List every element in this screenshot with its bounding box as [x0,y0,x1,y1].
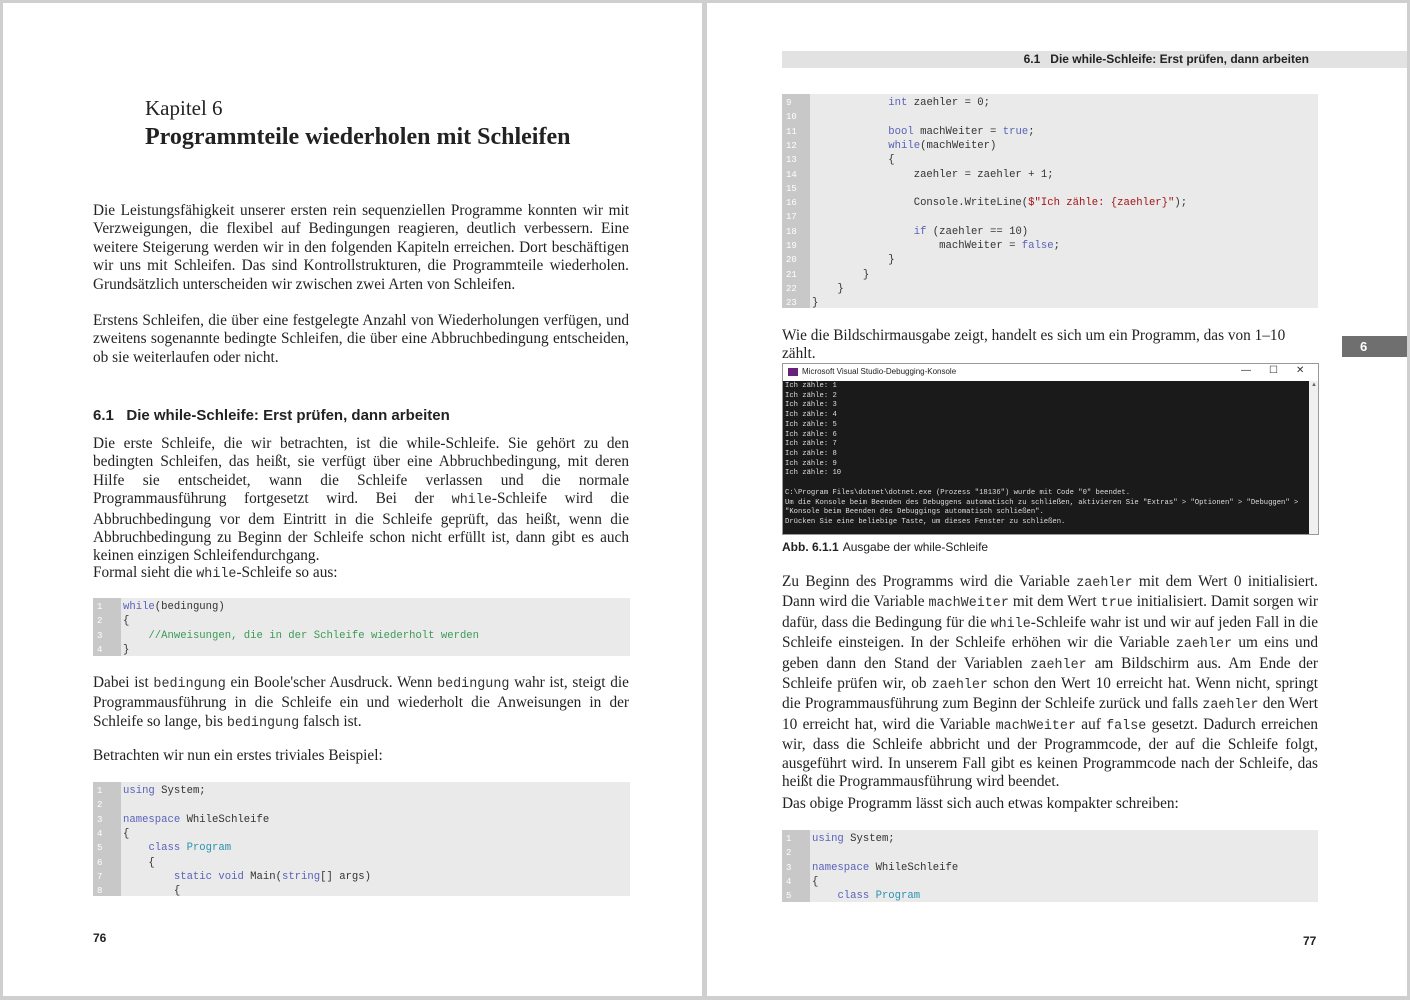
code-line [93,827,630,841]
text-run: Zu Beginn des Programms wird die Variable [782,573,1077,590]
code-text: { [812,154,895,167]
kompakter-paragraph: Das obige Programm lässt sich auch etwas kompakter schreiben: [782,795,1179,812]
inline-code: false [1106,718,1147,734]
section-heading [93,407,450,424]
explanation-paragraph [782,573,1318,791]
inline-code: while [451,493,492,509]
line-number: 3 [97,814,103,825]
code-text: class Program [148,842,232,855]
console-line: Ich zähle: 2 [785,391,837,400]
code-text: namespace WhileSchleife [812,861,959,874]
line-number: 2 [97,616,103,627]
code-line [93,600,630,614]
code-text: { [123,885,181,896]
right-page [707,3,1407,996]
line-number: 16 [786,198,797,209]
code-text: int zaehler = 0; [888,97,991,109]
left-page [3,3,702,996]
console-footer-line: Drücken Sie eine beliebige Taste, um dieses Fenster zu schließen. [785,518,1066,527]
line-number: 1 [97,602,103,612]
text-run: mit dem Wert [1008,593,1101,611]
code-text: class Program [837,890,921,902]
line-number: 3 [786,862,792,873]
code-line [93,813,630,827]
chapter-title: Programmteile wiederholen mit Schleifen [145,124,571,150]
code-text: Console.WriteLine($"Ich zähle: {zaehler}"); [812,197,1188,210]
code-line [782,196,1318,210]
line-number: 4 [786,876,792,887]
console-title: Microsoft Visual Studio-Debugging-Konsole [802,367,957,376]
line-number: 10 [786,112,797,123]
text-run: initialisiert. Damit sorgen wir dafür, dass die Bedingung für die [782,593,1319,631]
code-line [93,870,630,884]
line-number: 5 [786,891,792,902]
intro-paragraph-1: Die Leistungsfähigkeit unserer ersten rein sequenziellen Programme konnten wir mit Verzweigungen, die flexibel auf Bedingungen reagieren, deutlich verbessern. Eine weitere Steigerung werden wir in den folgenden Kapiteln erreichen. Dort beschäftigen wir uns mit Schleifen. Das sind Kontrollstrukturen, die Programmteile wiederholen. Grundsätzlich unterscheiden wir zwischen zwei Arten von Schleifen. [93,202,629,293]
visual-studio-icon [788,368,798,376]
section-number: 6.1 [93,407,114,424]
line-number: 21 [786,269,797,280]
section-title: Die while-Schleife: Erst prüfen, dann arbeiten [126,407,450,424]
chapter-label: Kapitel 6 [145,96,223,120]
text-run: auf [1076,715,1107,733]
code-text: } [812,268,870,281]
code-text: bool machWeiter = true; [888,125,1035,138]
running-header [1014,52,1309,66]
code-line [782,153,1318,167]
console-line: Ich zähle: 4 [785,411,837,420]
console-line: Ich zähle: 3 [785,401,837,410]
code-text: using System; [123,785,206,797]
code-text: //Anweisungen, die in der Schleife wiederholt werden [148,629,480,642]
page-number-right: 77 [1303,934,1317,948]
code-text: if (zaehler == 10) [913,225,1029,238]
code-text: } [123,643,130,656]
console-footer-line: C:\Program Files\dotnet\dotnet.exe (Prozess "18136") wurde mit Code "0" beendet. [785,489,1131,497]
minimize-icon: — [1241,365,1251,376]
console-line: Ich zähle: 10 [785,469,842,478]
bildschirm-paragraph: Wie die Bildschirmausgabe zeigt, handelt es sich um ein Programm, das von 1–10 zählt. [782,327,1286,363]
code-line [782,846,1318,860]
line-number: 20 [786,255,797,266]
code-line [782,861,1318,875]
section-paragraph-1 [93,435,629,566]
code-line [93,643,630,656]
text-run: schon den Wert 10 erreicht hat. Wenn nicht, springt die Programmausführung zum Beginn der Schleife zurück und falls [782,675,1318,713]
console-line: Ich zähle: 7 [785,440,837,449]
maximize-icon: ☐ [1269,365,1278,376]
code-text: namespace WhileSchleife [123,813,270,826]
code-line [782,875,1318,889]
code-text: } [812,297,819,308]
text-run: den Wert 10 erreicht hat, wird die Variable [782,695,1318,733]
code-text: zaehler = zaehler + 1; [812,168,1054,181]
line-number: 4 [97,828,103,839]
console-line: Ich zähle: 8 [785,449,837,458]
dabei-paragraph [93,674,629,733]
line-number: 8 [97,886,103,896]
code-line [782,832,1318,846]
console-line: Ich zähle: 1 [785,382,837,390]
header-number: 6.1 [1023,52,1041,66]
formal-paragraph [93,564,629,584]
code-text: static void Main(string[] args) [173,870,371,883]
code-text: using System; [812,833,895,845]
text-run: mit dem Wert 0 initialisiert. Dann wird die Variable [782,573,1318,611]
code-line [93,856,630,870]
console-line: Ich zähle: 6 [785,430,837,439]
text-run: gesetzt. Dadurch erreichen wir, dass die Schleife abbricht und der Programmcode, der auf die Schleife folgt, ausgeführt wird. In unserem Fall gibt es keinen Programmcode nach der Schleife, das heißt die Programmausführung wird beendet. [782,715,1319,791]
text-run: am Bildschirm aus. Am Ende der Schleife prüfen wir, ob [782,654,1318,693]
intro-paragraph-2: Erstens Schleifen, die über eine festgelegte Anzahl von Wiederholungen verfügen, und zweitens sogenannte bedingte Schleifen, die über eine Abbruchbedingung entscheiden, ob sie weiterlaufen oder nicht. [93,312,629,366]
line-number: 1 [97,786,103,796]
code-line [782,253,1318,267]
line-number: 2 [786,848,792,859]
line-number: 3 [97,630,103,641]
code-line [93,841,630,855]
line-number: 13 [786,155,797,166]
chapter-thumb-tab [1342,336,1407,357]
line-number: 7 [97,871,103,882]
inline-code: bedingung [437,677,510,692]
code-text: { [123,856,155,869]
text-run: um eins und geben dann den Stand der Variablen [782,634,1318,672]
inline-code: bedingung [153,677,226,692]
text-run: Die erste Schleife, die wir betrachten, ist die while-Schleife. Sie gehört zu den bedingten Schleifen, das heißt, sie verfügt über eine Abbruchbedingung, mit deren Hilfe sie entscheidet, wann die Schleife verlassen und die normale Programmausführung fortgesetzt wird. Bei der [93,435,629,508]
code-text: } [812,254,895,267]
line-number: 9 [786,98,792,108]
code-line [782,296,1318,308]
code-block-compact [782,830,1318,902]
code-line [782,125,1318,139]
line-number: 6 [97,857,103,868]
console-titlebar [783,364,1318,381]
figure-caption-text: Ausgabe der while-Schleife [842,540,989,554]
inline-code: zaehler [1202,698,1259,714]
text-run: Formal sieht die [93,564,193,581]
console-footer-line: "Konsole beim Beenden des Debuggings automatisch schließen". [785,508,1044,517]
code-line [782,96,1318,110]
code-block-example-start [93,782,630,896]
code-line [93,884,630,896]
console-window [782,363,1319,535]
console-scrollbar [1309,381,1318,534]
code-line [93,784,630,798]
code-text: while(bedingung) [123,601,225,613]
line-number: 18 [786,226,797,237]
figure-caption [782,540,988,554]
code-line [782,139,1318,153]
code-text: { [123,827,130,840]
code-line [93,614,630,628]
text-run: ein Boole'scher Ausdruck. Wenn [230,674,433,691]
line-number: 4 [97,644,103,655]
code-block-example-continued [782,94,1318,308]
text-run: -Schleife wird die Abbruchbedingung vor dem Eintritt in die Schleife geprüft, das heißt, wenn die Abbruchbedingung zu Beginn der Schleife schon nicht erfüllt ist, dann gibt es auch keinen einzigen Schleifendurchgang. [93,490,630,565]
inline-code: true [1100,596,1133,612]
figure-label: Abb. 6.1.1 [782,540,839,554]
inline-code: zaehler [931,678,988,694]
inline-code: zaehler [1175,637,1233,653]
inline-code: while [196,567,237,582]
inline-code: zaehler [1030,657,1087,673]
inline-code: while [990,616,1031,632]
betrachten-paragraph: Betrachten wir nun ein erstes triviales Beispiel: [93,747,383,764]
code-text: { [123,615,130,628]
code-line [782,889,1318,902]
code-line [782,268,1318,282]
console-line: Ich zähle: 9 [785,459,837,468]
code-line [93,798,630,812]
text-run: Dabei ist [93,674,149,691]
text-run: -Schleife wahr ist und wir auf jeden Fall in die Schleife einsteigen. In der Schleife erhöhen wir die Variable [782,613,1318,652]
line-number: 11 [786,126,797,137]
code-line [782,225,1318,239]
text-run: -Schleife so aus: [236,564,338,581]
line-number: 15 [786,183,797,194]
page-number-left: 76 [93,931,107,945]
console-line: Ich zähle: 5 [785,420,837,429]
inline-code: machWeiter [928,596,1009,612]
chapter-tab-number: 6 [1360,339,1368,354]
code-line [782,168,1318,182]
inline-code: bedingung [226,715,300,731]
text-run: falsch ist. [302,712,362,730]
line-number: 17 [786,212,797,223]
code-text: machWeiter = false; [812,240,1060,252]
code-text: while(machWeiter) [888,139,997,152]
line-number: 5 [97,843,103,854]
code-text: } [812,282,844,295]
close-icon: ✕ [1296,365,1305,376]
line-number: 12 [786,140,797,151]
line-number: 1 [786,834,792,844]
code-line [782,239,1318,253]
inline-code: zaehler [1076,576,1133,591]
line-number: 23 [786,298,797,308]
inline-code: machWeiter [995,718,1076,734]
code-line [782,210,1318,224]
header-title: Die while-Schleife: Erst prüfen, dann arbeiten [1050,52,1309,66]
line-number: 14 [786,169,797,180]
console-footer-line: Um die Konsole beim Beenden des Debuggens automatisch zu schließen, aktivieren Sie "Extras" > "Optionen" > "Debuggen" > [785,498,1299,507]
line-number: 2 [97,800,103,811]
scroll-up-arrow-icon: ▲ [1311,382,1317,388]
code-block-syntax [93,598,630,656]
code-line [782,182,1318,196]
line-number: 22 [786,283,797,294]
line-number: 19 [786,241,797,251]
text-run: wahr ist, steigt die Programmausführung in die Schleife ein und wiederholt die Anweisungen in der Schleife so lange, bis [93,674,629,730]
code-line [782,110,1318,124]
code-line [782,282,1318,296]
code-line [93,629,630,643]
code-text: { [812,875,819,888]
